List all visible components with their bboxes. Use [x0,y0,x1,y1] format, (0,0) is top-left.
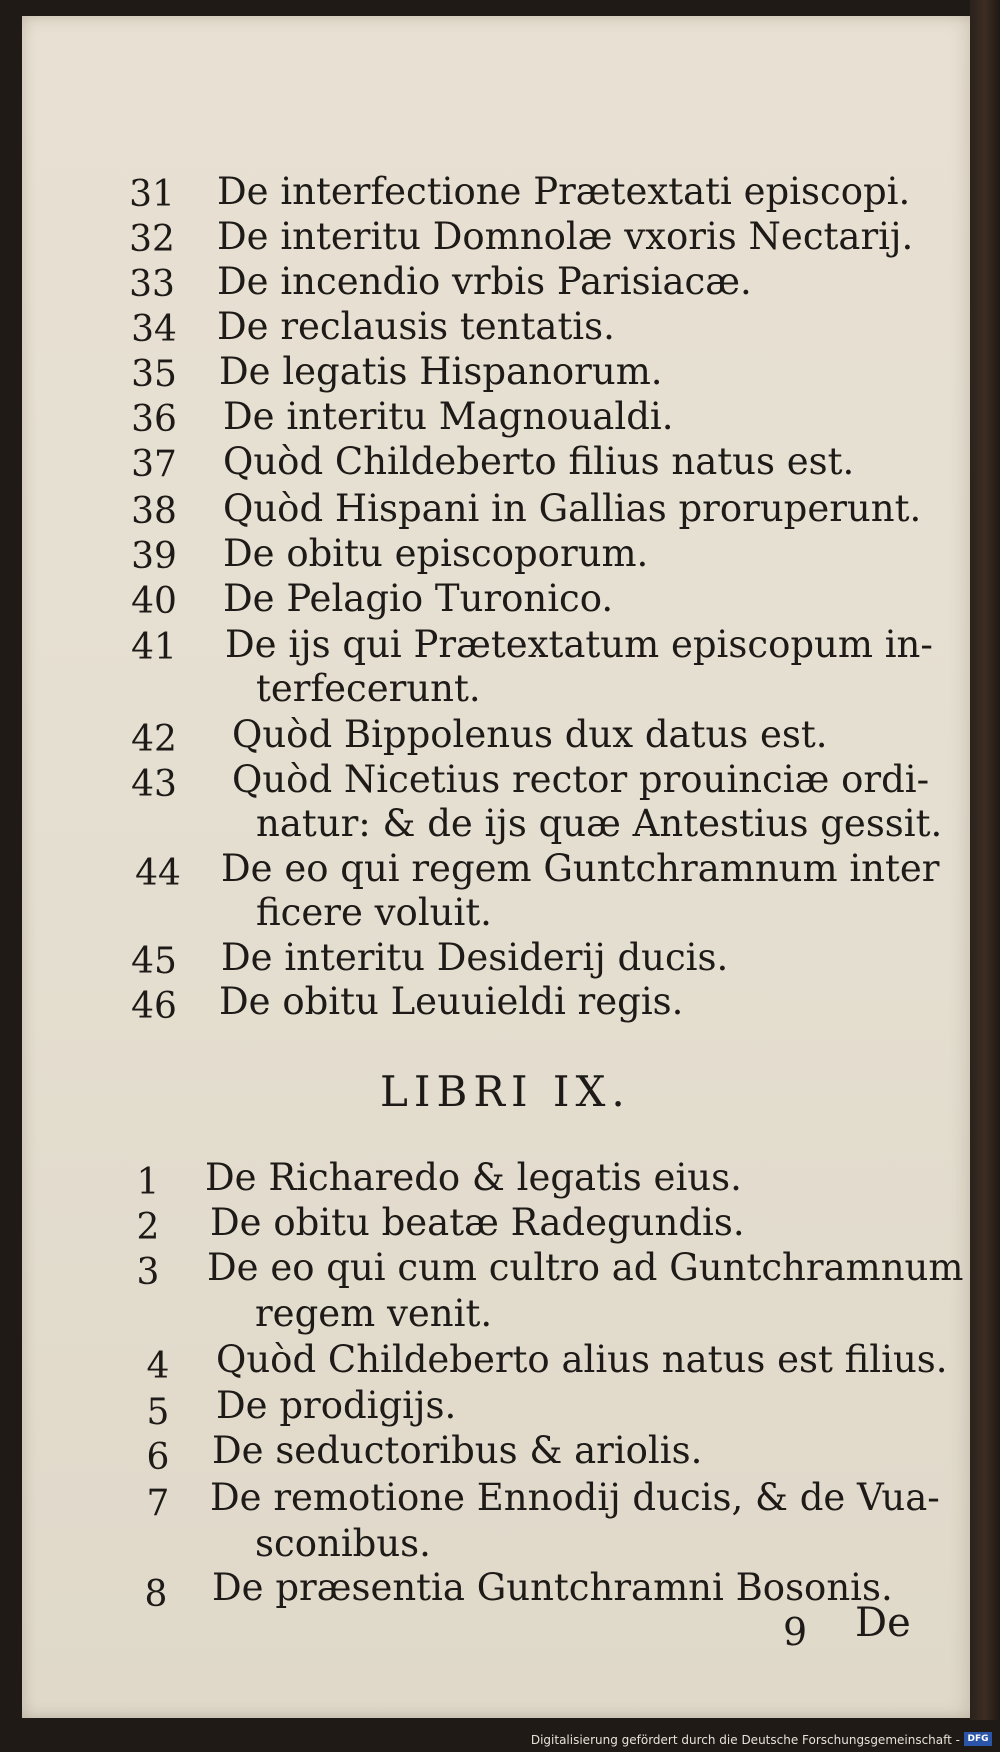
entry-title-continuation: sconibus. [255,1522,431,1565]
entry-title: De interitu Domnolæ vxoris Nectarij. [217,215,914,258]
footer-bar [0,1724,1000,1752]
entry-title: Quòd Bippolenus dux datus est. [232,713,828,756]
catchword: De [855,1600,911,1646]
entry-number: 40 [131,581,177,622]
entry-title-continuation: natur: & de ijs quæ Antestius gessit. [256,802,943,845]
entry-number: 45 [131,941,177,982]
entry-title: De eo qui cum cultro ad Guntchramnum [207,1246,964,1289]
entry-number: 3 [136,1252,160,1293]
entry-title: Quòd Childeberto filius natus est. [223,440,855,483]
section-heading: LIBRI IX. [380,1067,631,1116]
entry-number: 36 [131,399,177,440]
book-edge [970,0,1000,1720]
entry-number: 7 [146,1483,170,1524]
entry-number: 34 [131,309,177,350]
entry-title: De interitu Desiderij ducis. [221,936,729,979]
entry-number: 33 [129,264,175,305]
entry-number: 46 [131,986,177,1027]
entry-title-continuation: terfecerunt. [256,667,481,710]
entry-title: De prodigijs. [216,1384,457,1427]
entry-title: De Pelagio Turonico. [223,577,614,620]
entry-title: De obitu Leuuieldi regis. [219,980,684,1023]
entry-title: De præsentia Guntchramni Bosonis. [212,1566,893,1609]
catchword-number: 9 [783,1610,808,1654]
entry-title: De eo qui regem Guntchramnum inter [221,847,940,890]
entry-title: Quòd Childeberto alius natus est filius. [216,1338,948,1381]
entry-number: 31 [129,174,175,215]
entry-title: De reclausis tentatis. [217,305,615,348]
entry-title: De seductoribus & ariolis. [212,1429,703,1472]
dfg-logo: DFG [964,1732,992,1746]
entry-number: 42 [131,719,177,760]
entry-title: De legatis Hispanorum. [219,350,663,393]
footer-credit: Digitalisierung gefördert durch die Deutsche Forschungsgemeinschaft - [530,1733,960,1747]
entry-number: 6 [146,1437,170,1478]
entry-number: 32 [129,219,175,260]
entry-number: 44 [135,853,181,894]
entry-number: 37 [131,444,177,485]
entry-title: De obitu episcoporum. [223,532,649,575]
entry-title: De ijs qui Prætextatum episcopum in- [225,623,933,666]
entry-number: 1 [136,1162,160,1203]
entry-number: 2 [136,1207,160,1248]
entry-title-continuation: ficere voluit. [256,891,492,934]
entry-number: 8 [144,1574,168,1615]
entry-title: De incendio vrbis Parisiacæ. [217,260,752,303]
entry-title: De Richaredo & legatis eius. [205,1156,742,1199]
entry-number: 38 [131,491,177,532]
entry-title: Quòd Nicetius rector prouinciæ ordi- [232,758,930,801]
entry-number: 41 [131,627,177,668]
entry-number: 5 [146,1392,170,1433]
entry-title: De obitu beatæ Radegundis. [210,1201,745,1244]
entry-title: De interitu Magnoualdi. [223,395,674,438]
entry-number: 4 [146,1346,170,1387]
entry-number: 35 [131,354,177,395]
entry-title: De remotione Ennodij ducis, & de Vua- [210,1476,940,1519]
entry-number: 39 [131,536,177,577]
entry-title: De interfectione Prætextati episcopi. [217,170,911,213]
entry-title-continuation: regem venit. [255,1292,493,1335]
entry-title: Quòd Hispani in Gallias proruperunt. [223,487,922,530]
entry-number: 43 [131,764,177,805]
